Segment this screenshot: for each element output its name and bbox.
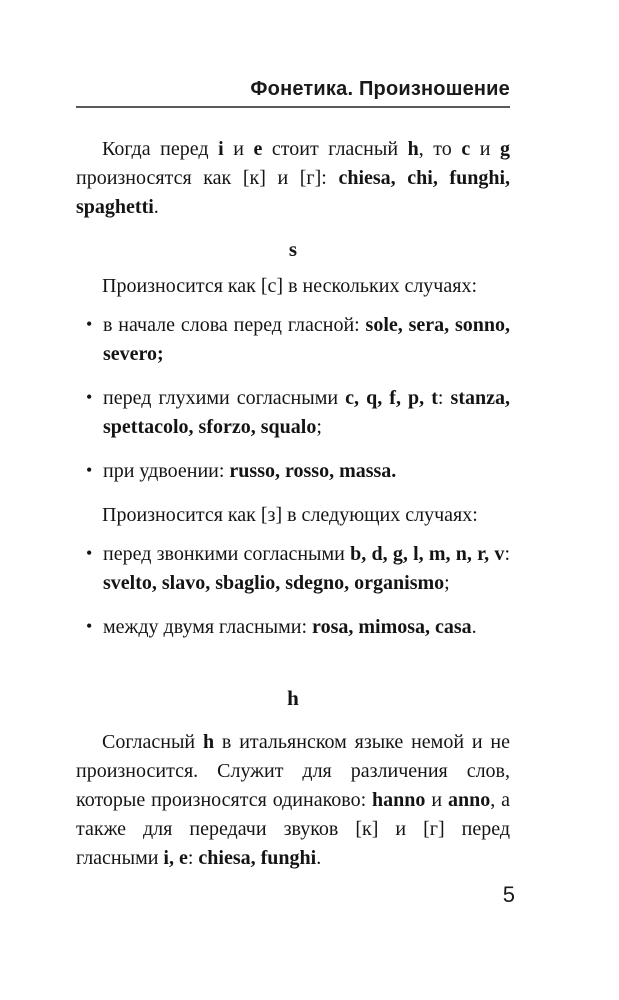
list-item-text: в начале слова перед гласной: sole, sera, sonno, severo;	[103, 314, 510, 365]
pronounce-s-intro: Произносится как [с] в нескольких случаях:	[102, 275, 477, 297]
running-header: Фонетика. Произношение	[250, 78, 510, 100]
header-rule	[76, 106, 510, 108]
list-item-text: перед глухими согласными c, q, f, p, t: stanza, spettacolo, sforzo, squalo;	[103, 387, 510, 438]
list-item	[76, 311, 510, 369]
list-item-text: при удвоении: russo, rosso, massa.	[103, 460, 397, 482]
list-item	[76, 457, 510, 486]
bullet-marker: •	[86, 616, 93, 636]
bullet-marker: •	[86, 460, 93, 480]
list-item	[76, 540, 510, 598]
page-body	[76, 135, 510, 873]
bullet-marker: •	[86, 387, 93, 407]
page-number: 5	[502, 882, 515, 907]
pronounce-z-intro: Произносится как [з] в следующих случаях:	[102, 504, 478, 526]
list-item-text: перед звонкими согласными b, d, g, l, m, n, r, v: svelto, slavo, sbaglio, sdegno, organismo;	[103, 543, 510, 594]
list-item-text: между двумя гласными: rosa, mimosa, casa.	[103, 616, 477, 638]
intro-paragraph: Когда перед i и e стоит гласный h, то c и g произносятся как [к] и [г]: chiesa, chi, funghi, spaghetti.	[76, 138, 511, 218]
section-heading-h: h	[287, 686, 299, 710]
list-item	[76, 384, 510, 442]
list-item	[76, 613, 510, 642]
bullet-marker: •	[86, 543, 93, 563]
h-paragraph: Согласный h в итальянском языке немой и не произносится. Служит для различения слов, которые произносятся одинаково: hanno и anno, а также для передачи звуков [к] и [г] перед гласными i, e: chiesa, funghi.	[76, 731, 510, 869]
section-heading-s: s	[288, 237, 298, 261]
bullet-marker: •	[86, 314, 93, 334]
